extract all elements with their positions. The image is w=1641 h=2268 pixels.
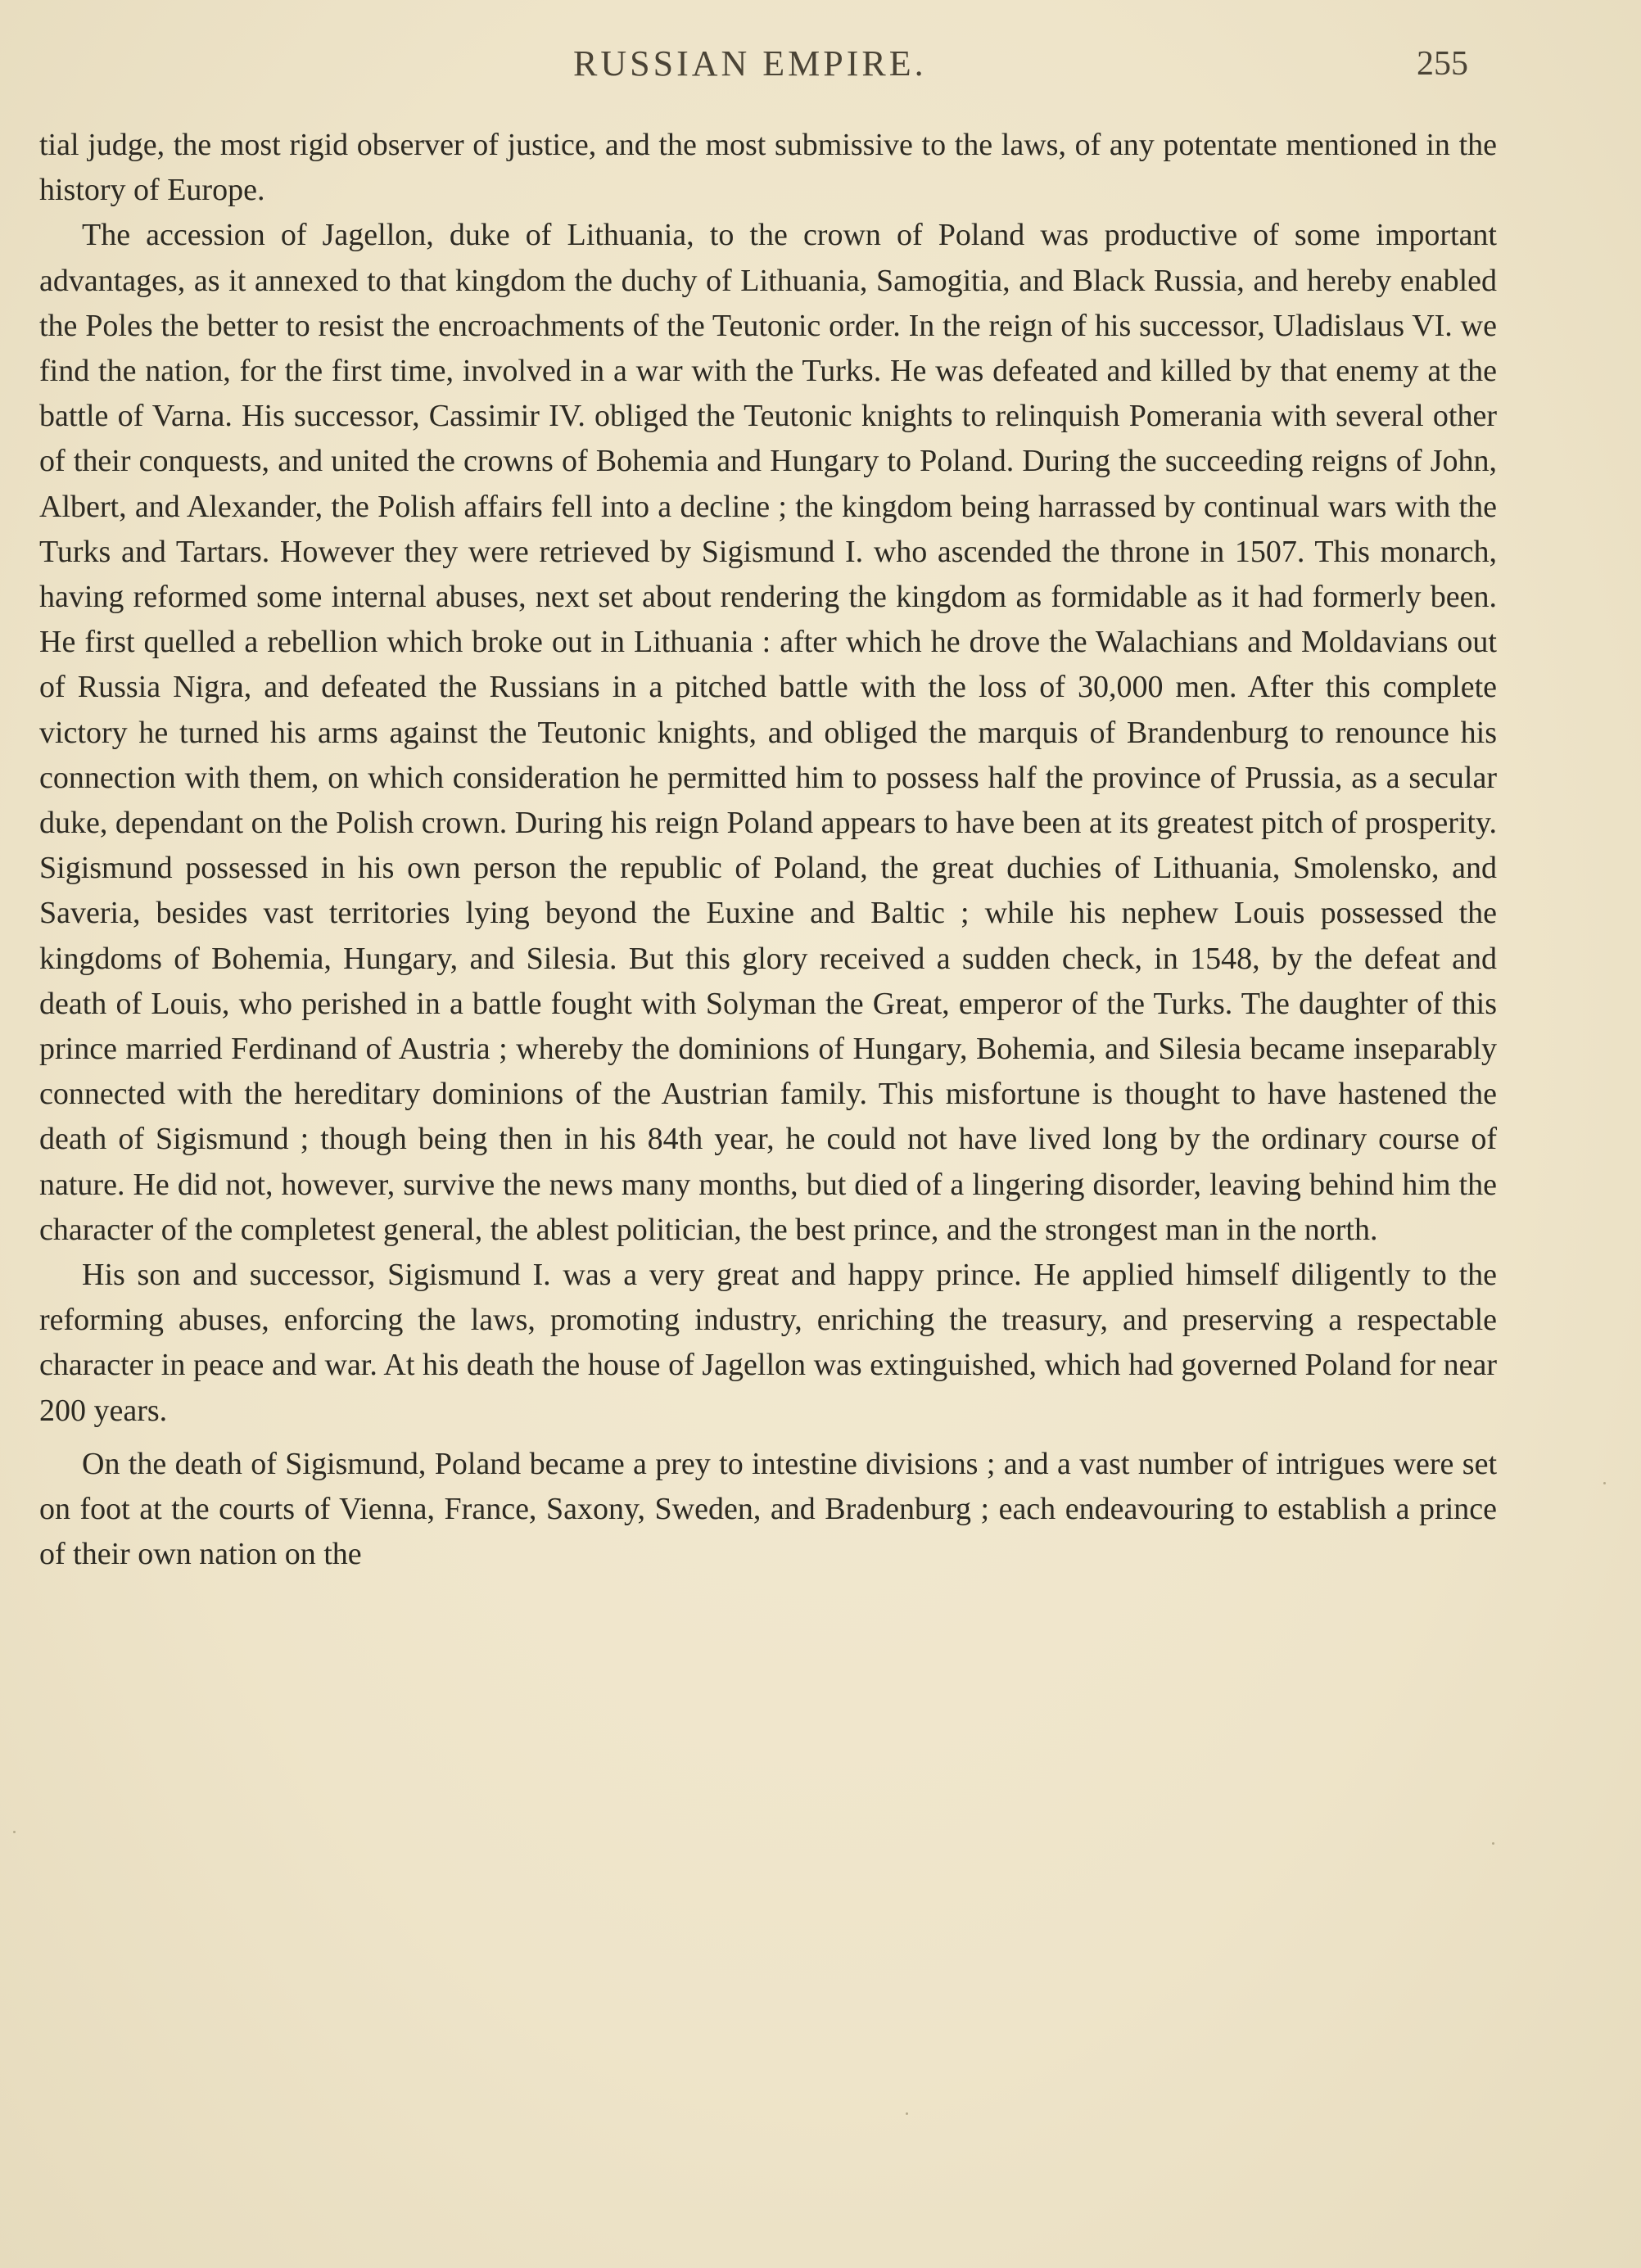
- paragraph-continuation: tial judge, the most rigid observer of justice, and the most submissive to the laws, of any potentate mentioned in the history of Europe.: [39, 128, 1497, 208]
- paper-speck: [1603, 1482, 1606, 1484]
- paragraph-jagellon: The accession of Jagellon, duke of Lithuania, to the crown of Poland was productive of some important advantages, as it annexed to that kingdom the duchy of Lithuania, Samogitia, and Black Russia, and hereby enabled the Poles the better to resist the encroachments of the Teutonic order. In the reign of his successor, Uladislaus VI. we find the nation, for the first time, involved in a war with the Turks. He was defeated and killed by that enemy at the battle of Varna. His successor, Cassimir IV. obliged the Teutonic knights to relinquish Pomerania with several other of their conquests, and united the crowns of Bohemia and Hungary to Poland. During the succeeding reigns of John, Albert, and Alexander, the Polish affairs fell into a decline ; the kingdom being harrassed by continual wars with the Turks and Tartars. However they were retrieved by Sigismund I. who ascended the throne in 1507. This monarch, having reformed some internal abuses, next set about rendering the kingdom as formidable as it had formerly been. He first quelled a rebellion which broke out in Lithuania : after which he drove the Walachians and Moldavians out of Russia Nigra, and defeated the Russians in a pitched battle with the loss of 30,000 men. After this complete victory he turned his arms against the Teutonic knights, and obliged the marquis of Brandenburg to renounce his connection with them, on which consideration he permitted him to possess half the province of Prussia, as a secular duke, dependant on the Polish crown. During his reign Poland appears to have been at its greatest pitch of prosperity. Sigismund possessed in his own person the republic of Poland, the great duchies of Lithuania, Smolensko, and Saveria, besides vast territories lying beyond the Euxine and Baltic ; while his nephew Louis possessed the kingdoms of Bohemia, Hungary, and Silesia. But this glory received a sudden check, in 1548, by the defeat and death of Louis, who perished in a battle fought with Solyman the Great, emperor of the Turks. The daughter of this prince married Ferdinand of Austria ; whereby the dominions of Hungary, Bohemia, and Silesia became inseparably connected with the hereditary dominions of the Austrian family. This misfortune is thought to have hastened the death of Sigismund ; though being then in his 84th year, he could not have lived long by the ordinary course of nature. He did not, however, survive the news many months, but died of a lingering disorder, leaving behind him the character of the completest general, the ablest politician, the best prince, and the strongest man in the north.: [39, 218, 1497, 1247]
- paragraph-successor: His son and successor, Sigismund I. was a very great and happy prince. He applied himself diligently to the reforming abuses, enforcing the laws, promoting industry, enriching the treasury, and preserving a respectable character in peace and war. At his death the house of Jagellon was extinguished, which had governed Poland for near 200 years.: [39, 1258, 1497, 1428]
- page-number: 255: [1417, 45, 1468, 83]
- paper-speck: [1492, 1842, 1494, 1845]
- paper-speck: [906, 2112, 908, 2115]
- paper-speck: [13, 1831, 16, 1833]
- running-head-title: RUSSIAN EMPIRE.: [573, 43, 927, 84]
- body-text: [39, 123, 1497, 1578]
- paragraph-divisions: On the death of Sigismund, Poland became a prey to intestine divisions ; and a vast number of intrigues were set on foot at the courts of Vienna, France, Saxony, Sweden, and Bradenburg ; each endeavouring to establish a prince of their own nation on the: [39, 1446, 1497, 1572]
